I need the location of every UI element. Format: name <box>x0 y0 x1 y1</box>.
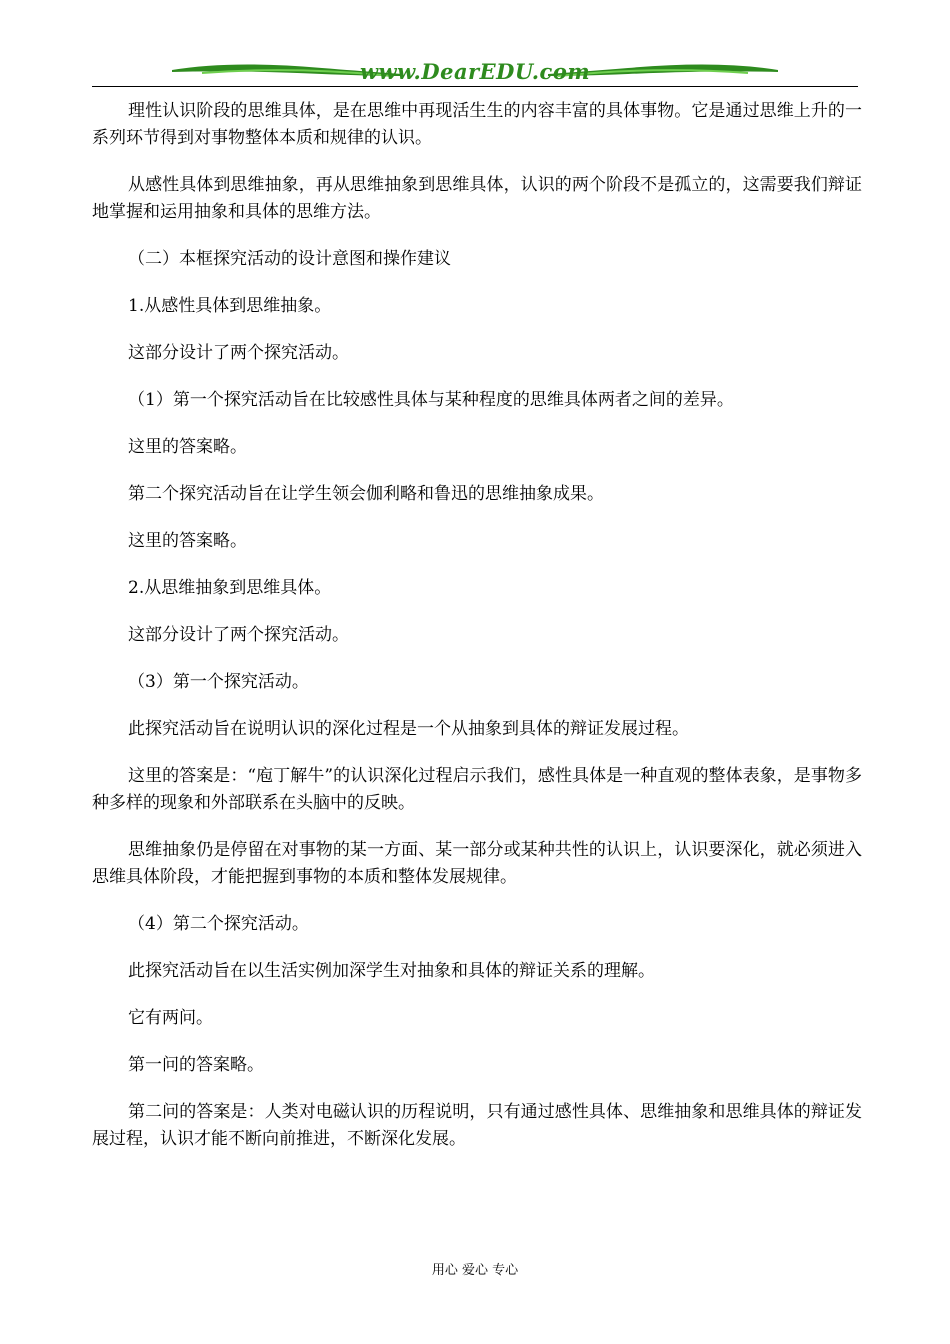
header-divider <box>92 86 858 87</box>
paragraph: 这部分设计了两个探究活动。 <box>128 625 349 645</box>
paragraph: 此探究活动旨在说明认识的深化过程是一个从抽象到具体的辩证发展过程。 <box>128 719 689 739</box>
paragraph: 此探究活动旨在以生活实例加深学生对抽象和具体的辩证关系的理解。 <box>128 961 655 981</box>
paragraph: （3）第一个探究活动。 <box>128 672 309 692</box>
paragraph: 第一问的答案略。 <box>128 1055 264 1075</box>
section-heading: （二）本框探究活动的设计意图和操作建议 <box>128 249 451 269</box>
paragraph: 这里的答案略。 <box>128 531 247 551</box>
paragraph: 第二问的答案是：人类对电磁认识的历程说明，只有通过感性具体、思维抽象和思维具体的辩证发展过程，认识才能不断向前推进，不断深化发展。 <box>92 1102 862 1149</box>
page-header <box>92 56 858 90</box>
paragraph: 这部分设计了两个探究活动。 <box>128 343 349 363</box>
paragraph: 第二个探究活动旨在让学生领会伽利略和鲁迅的思维抽象成果。 <box>128 484 604 504</box>
paragraph: 这里的答案是：“庖丁解牛”的认识深化过程启示我们，感性具体是一种直观的整体表象，是事物多种多样的现象和外部联系在头脑中的反映。 <box>92 766 862 813</box>
paragraph: 它有两问。 <box>128 1008 213 1028</box>
subsection-heading: 1.从感性具体到思维抽象。 <box>128 296 332 316</box>
paragraph: 思维抽象仍是停留在对事物的某一方面、某一部分或某种共性的认识上，认识要深化，就必须进入思维具体阶段，才能把握到事物的本质和整体发展规律。 <box>92 840 862 887</box>
paragraph: 从感性具体到思维抽象，再从思维抽象到思维具体，认识的两个阶段不是孤立的，这需要我们辩证地掌握和运用抽象和具体的思维方法。 <box>92 175 862 222</box>
subsection-heading: 2.从思维抽象到思维具体。 <box>128 578 332 598</box>
paragraph: （4）第二个探究活动。 <box>128 914 309 934</box>
paragraph: 理性认识阶段的思维具体，是在思维中再现活生生的内容丰富的具体事物。它是通过思维上升的一系列环节得到对事物整体本质和规律的认识。 <box>92 101 862 148</box>
page-footer: 用心 爱心 专心 <box>431 1263 519 1278</box>
paragraph: （1）第一个探究活动旨在比较感性具体与某种程度的思维具体两者之间的差异。 <box>128 390 734 410</box>
logo-text: www.DearEDU.com <box>359 59 591 84</box>
document-body <box>92 98 862 1173</box>
paragraph: 这里的答案略。 <box>128 437 247 457</box>
